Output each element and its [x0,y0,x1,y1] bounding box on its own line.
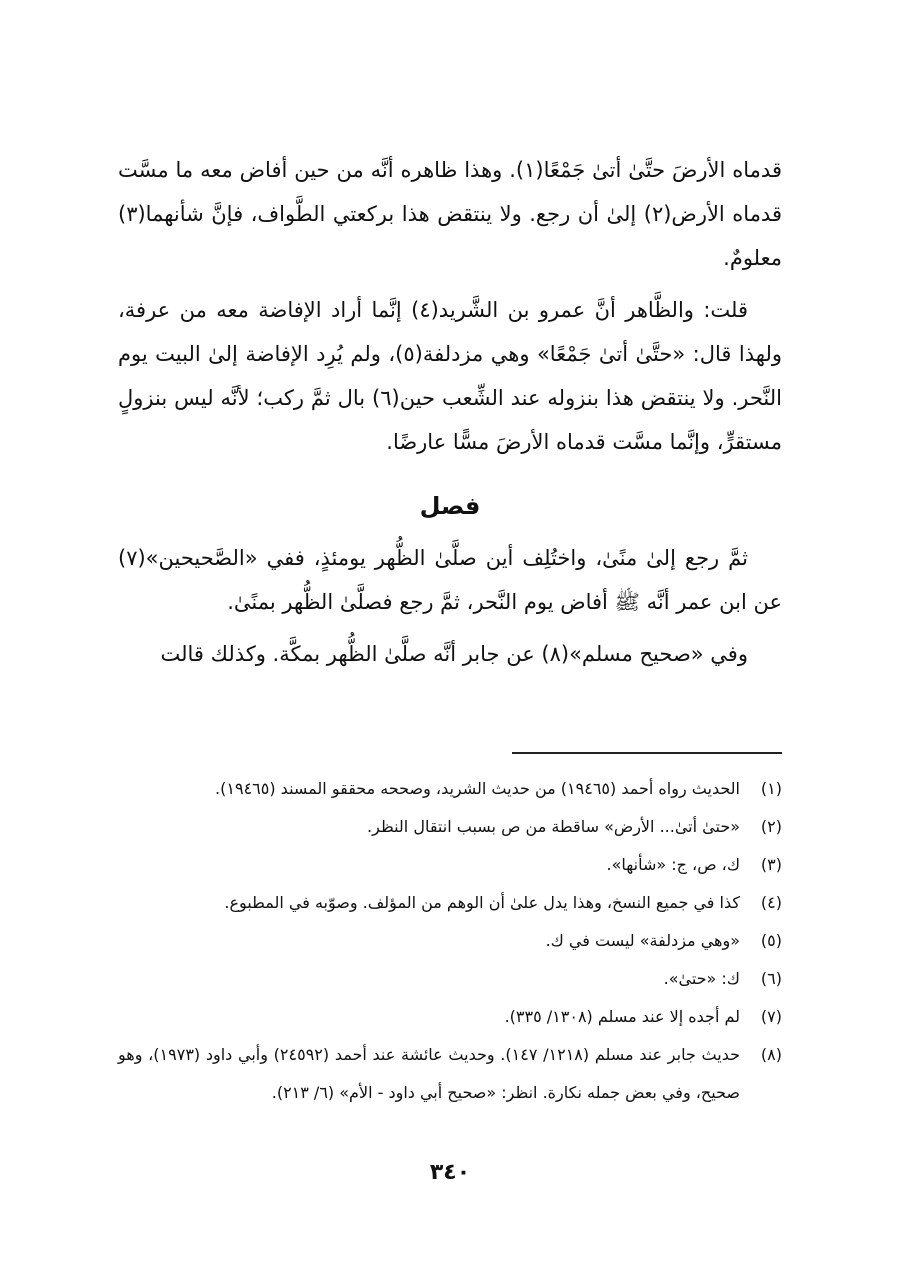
footnote-text: ك، ص، ج: «شأنها». [606,855,740,874]
footnote [118,998,782,1036]
footnote-text: كذا في جميع النسخ، وهذا يدل علىٰ أن الوهم من المؤلف. وصوّبه في المطبوع. [224,893,740,912]
footnote-text: ك: «حتىٰ». [663,969,740,988]
footnote-text: الحديث رواه أحمد (١٩٤٦٥) من حديث الشريد، وصححه محققو المسند (١٩٤٦٥). [215,779,740,798]
footnote [118,770,782,808]
footnote [118,808,782,846]
footnote-divider [512,752,782,754]
page-number: ٣٤٠ [429,1160,471,1185]
footnote-text: لم أجده إلا عند مسلم (١٣٠٨/ ٣٣٥). [504,1007,740,1026]
footnote-number: (١) [760,779,782,798]
footnote [118,922,782,960]
footnote-number: (٦) [760,969,782,988]
footnote-number: (٣) [760,855,782,874]
paragraph: ثمَّ رجع إلىٰ منًىٰ، واختُلِف أين صلَّىٰ الظُّهر يومئذٍ، ففي «الصَّحيحين»(٧) عن ابن عمر أنَّه ﷺ أفاض يوم النَّحر، ثمَّ رجع فصلَّىٰ الظُّهر بمنًىٰ. [118,546,782,614]
footnote-number: (٤) [760,893,782,912]
footnote-number: (٥) [760,931,782,950]
footnotes [118,770,782,1112]
footnote-text: «وهي مزدلفة» ليست في ك. [545,931,740,950]
footnote [118,1036,782,1112]
footnote-number: (٨) [760,1045,782,1064]
footnote [118,884,782,922]
section-heading: فصل [419,492,481,520]
footnote [118,960,782,998]
footnote-text: حديث جابر عند مسلم (١٢١٨/ ١٤٧). وحديث عائشة عند أحمد (٢٤٥٩٢) وأبي داود (١٩٧٣)، وهو صحيح، وفي بعض جمله نكارة. انظر: «صحيح أبي داود - الأم» (٦/ ٢١٣). [118,1045,740,1102]
footnote-number: (٢) [760,817,782,836]
main-text [118,148,782,676]
paragraph: وفي «صحيح مسلم»(٨) عن جابر أنَّه صلَّىٰ الظُّهر بمكَّة. وكذلك قالت [160,642,748,666]
paragraph: قلت: والظَّاهر أنَّ عمرو بن الشَّريد(٤) إنَّما أراد الإفاضة معه من عرفة، ولهذا قال: «حتَّىٰ أتىٰ جَمْعًا» وهي مزدلفة(٥)، ولم يُرِد الإفاضة إلىٰ البيت يوم النَّحر. ولا ينتقض هذا بنزوله عند الشِّعب حين(٦) بال ثمَّ ركب؛ لأنَّه ليس بنزولٍ مستقرٍّ، وإنَّما مسَّت قدماه الأرضَ مسًّا عارضًا. [118,298,782,454]
footnote-number: (٧) [760,1007,782,1026]
footnote [118,846,782,884]
paragraph: قدماه الأرضَ حتَّىٰ أتىٰ جَمْعًا(١). وهذا ظاهره أنَّه من حين أفاض معه ما مسَّت قدماه الأرض(٢) إلىٰ أن رجع. ولا ينتقض هذا بركعتي الطَّواف، فإنَّ شأنهما(٣) معلومٌ. [118,158,782,270]
footnote-text: «حتىٰ أتىٰ... الأرض» ساقطة من ص بسبب انتقال النظر. [367,817,740,836]
